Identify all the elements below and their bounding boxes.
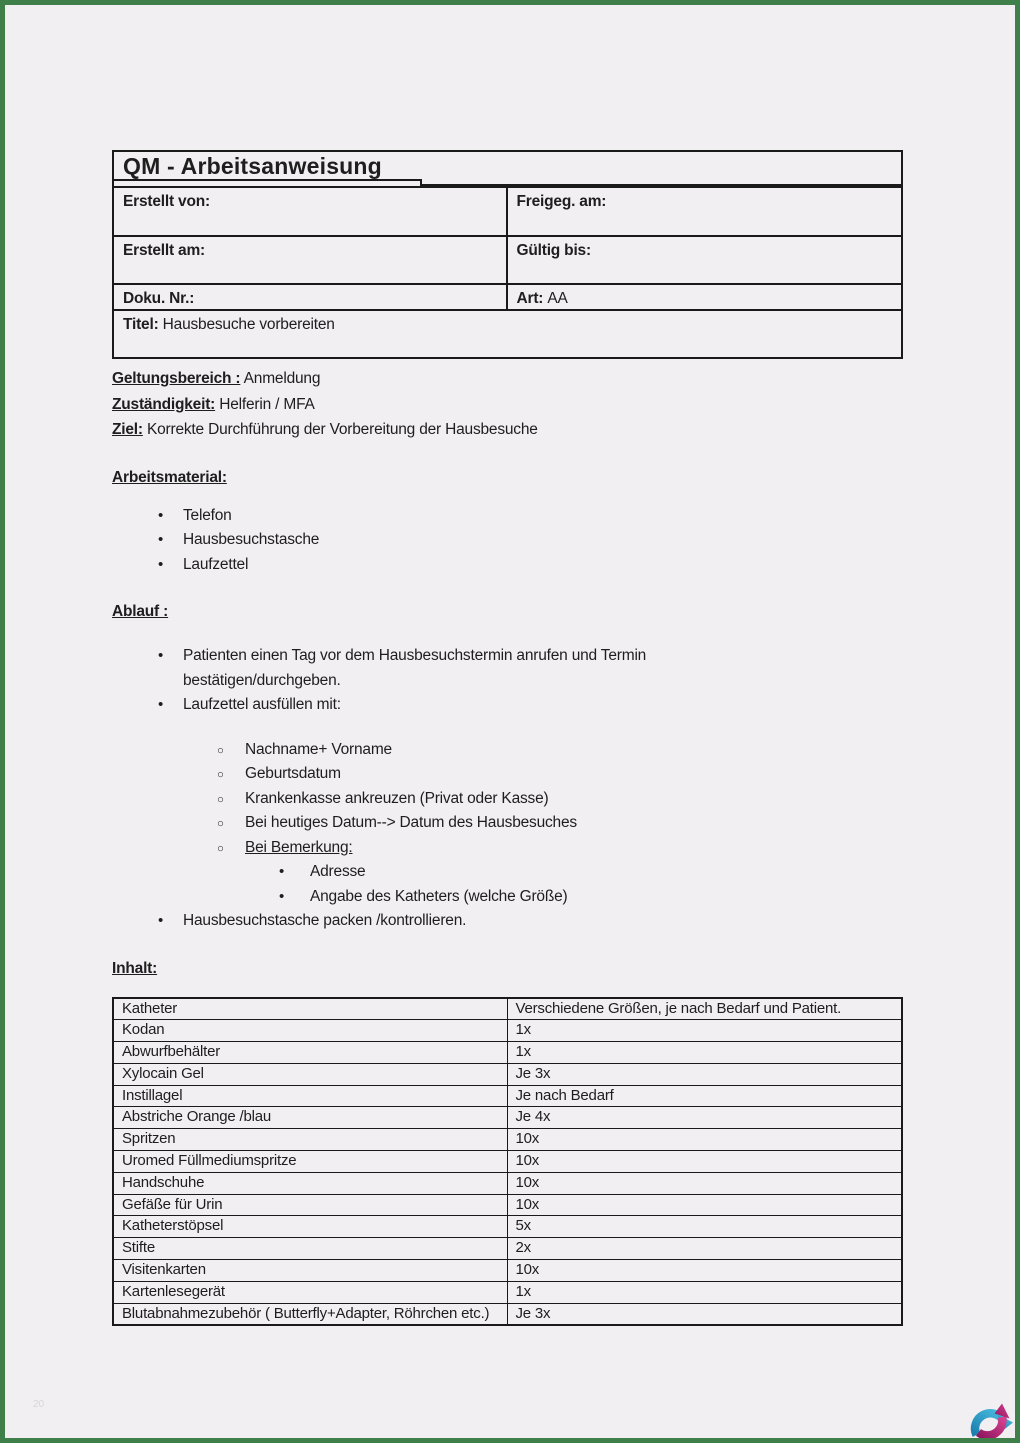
header-row-titel <box>114 309 901 357</box>
table-row <box>114 1019 901 1041</box>
table-row <box>114 1237 901 1259</box>
sub-sub-list-item: • Angabe des Katheters (welche Größe) <box>112 885 903 910</box>
quantity-cell: 10x <box>515 1152 540 1170</box>
label-zustaendigkeit: Zuständigkeit: <box>112 395 216 413</box>
sub-list-item-bemerkung <box>112 836 903 861</box>
quantity-cell: 2x <box>515 1239 531 1257</box>
header-row-erstellt-am <box>114 235 901 283</box>
item-cell: Katheterstöpsel <box>114 1216 508 1237</box>
label-gueltig-bis: Gültig bis: <box>516 242 591 259</box>
table-row <box>114 1194 901 1216</box>
table-row <box>114 1063 901 1085</box>
cell-freigeg-am <box>508 188 902 235</box>
label-erstellt-am: Erstellt am: <box>123 242 206 259</box>
list-item-line2: bestätigen/durchgeben. <box>183 671 341 689</box>
list-item: • Hausbesuchstasche packen /kontrollieren. <box>112 909 903 934</box>
item-cell: Gefäße für Urin <box>114 1195 508 1216</box>
label-erstellt-von: Erstellt von: <box>123 193 210 210</box>
value-titel: Hausbesuche vorbereiten <box>162 316 335 333</box>
table-row <box>114 1128 901 1150</box>
table-row <box>114 1215 901 1237</box>
item-cell: Blutabnahmezubehör ( Butterfly+Adapter, Röhrchen etc.) <box>114 1304 508 1325</box>
value-geltungsbereich: Anmeldung <box>243 370 321 387</box>
table-row <box>114 1150 901 1172</box>
cell-gueltig-bis <box>508 237 902 283</box>
item-cell: Stifte <box>114 1238 508 1259</box>
label-bei-bemerkung: Bei Bemerkung: <box>245 838 353 856</box>
label-geltungsbereich: Geltungsbereich : <box>112 370 241 387</box>
ablauf-list <box>112 644 903 718</box>
quantity-cell: 10x <box>515 1173 540 1191</box>
table-row <box>114 1259 901 1281</box>
ablauf-sub-list <box>112 738 903 934</box>
table-row <box>114 1085 901 1107</box>
inhalt-table <box>112 997 903 1327</box>
list-item-line1: Patienten einen Tag vor dem Hausbesuchstermin anrufen und Termin <box>183 647 647 664</box>
sub-list-item: ○ Bei heutiges Datum--> Datum des Hausbesuches <box>112 811 903 836</box>
table-row <box>114 1303 901 1325</box>
heading-ablauf: Ablauf : <box>112 603 169 620</box>
label-ziel: Ziel: <box>112 421 143 438</box>
item-cell: Abwurfbehälter <box>114 1042 508 1063</box>
meta-line-ziel <box>112 417 903 443</box>
meta-line-geltungsbereich <box>112 366 903 392</box>
item-cell: Kodan <box>114 1020 508 1041</box>
label-art: Art: <box>516 290 544 307</box>
item-cell: Uromed Füllmediumspritze <box>114 1151 508 1172</box>
quantity-cell: Verschiedene Größen, je nach Bedarf und Patient. <box>515 999 842 1017</box>
title-underline-left <box>114 179 420 181</box>
label-doku-nr: Doku. Nr.: <box>123 290 195 307</box>
sub-sub-list-item: • Adresse <box>112 860 903 885</box>
sync-arrows-logo <box>964 1399 1016 1443</box>
table-row <box>114 1281 901 1303</box>
heading-inhalt: Inhalt: <box>112 959 158 977</box>
quantity-cell: 1x <box>515 1021 531 1039</box>
quantity-cell: 5x <box>515 1217 531 1235</box>
item-cell: Handschuhe <box>114 1173 508 1194</box>
quantity-cell: Je nach Bedarf <box>515 1086 614 1104</box>
cell-doku-nr <box>114 285 508 309</box>
label-titel: Titel: <box>123 316 159 333</box>
meta-line-zustaendigkeit <box>112 392 903 418</box>
quantity-cell: Je 3x <box>515 1064 551 1082</box>
heading-arbeitsmaterial: Arbeitsmaterial: <box>112 468 227 486</box>
list-item: • Laufzettel <box>112 553 903 578</box>
quantity-cell: Je 4x <box>515 1108 551 1126</box>
item-cell: Visitenkarten <box>114 1260 508 1281</box>
page-watermark: 20 <box>33 1399 45 1410</box>
item-cell: Abstriche Orange /blau <box>114 1107 508 1128</box>
list-item: • Telefon <box>112 504 903 529</box>
quantity-cell: 1x <box>515 1043 531 1061</box>
document-title: QM - Arbeitsanweisung <box>123 153 382 179</box>
arbeitsmaterial-list <box>112 504 903 578</box>
sub-list-item: ○ Geburtsdatum <box>112 762 903 787</box>
label-freigeg-am: Freigeg. am: <box>516 193 607 210</box>
value-ziel: Korrekte Durchführung der Vorbereitung der Hausbesuche <box>146 421 538 438</box>
list-item <box>112 644 903 693</box>
meta-section <box>112 366 903 443</box>
item-cell: Kartenlesegerät <box>114 1282 508 1303</box>
item-cell: Katheter <box>114 999 508 1020</box>
cell-erstellt-von <box>114 188 508 235</box>
sub-list-item: ○ Nachname+ Vorname <box>112 738 903 763</box>
list-item: • Hausbesuchstasche <box>112 528 903 553</box>
item-cell: Spritzen <box>114 1129 508 1150</box>
header-table <box>112 150 903 359</box>
cell-art <box>508 285 902 309</box>
quantity-cell: Je 3x <box>515 1304 551 1322</box>
item-cell: Instillagel <box>114 1086 508 1107</box>
cell-titel <box>114 311 901 357</box>
item-cell: Xylocain Gel <box>114 1064 508 1085</box>
header-row-erstellt-von <box>114 186 901 235</box>
list-item: • Laufzettel ausfüllen mit: <box>112 693 903 718</box>
header-row-doku-nr <box>114 283 901 309</box>
quantity-cell: 10x <box>515 1261 540 1279</box>
table-row <box>114 1106 901 1128</box>
document-content <box>112 150 903 1326</box>
quantity-cell: 10x <box>515 1195 540 1213</box>
sub-list-item: ○ Krankenkasse ankreuzen (Privat oder Kasse) <box>112 787 903 812</box>
quantity-cell: 1x <box>515 1282 531 1300</box>
table-row <box>114 1041 901 1063</box>
document-title-row <box>114 152 901 186</box>
table-row <box>114 1172 901 1194</box>
table-row <box>114 999 901 1020</box>
value-zustaendigkeit: Helferin / MFA <box>219 395 315 413</box>
cell-erstellt-am <box>114 237 508 283</box>
quantity-cell: 10x <box>515 1130 540 1148</box>
value-art: AA <box>547 290 568 307</box>
title-underline-right <box>420 184 901 186</box>
